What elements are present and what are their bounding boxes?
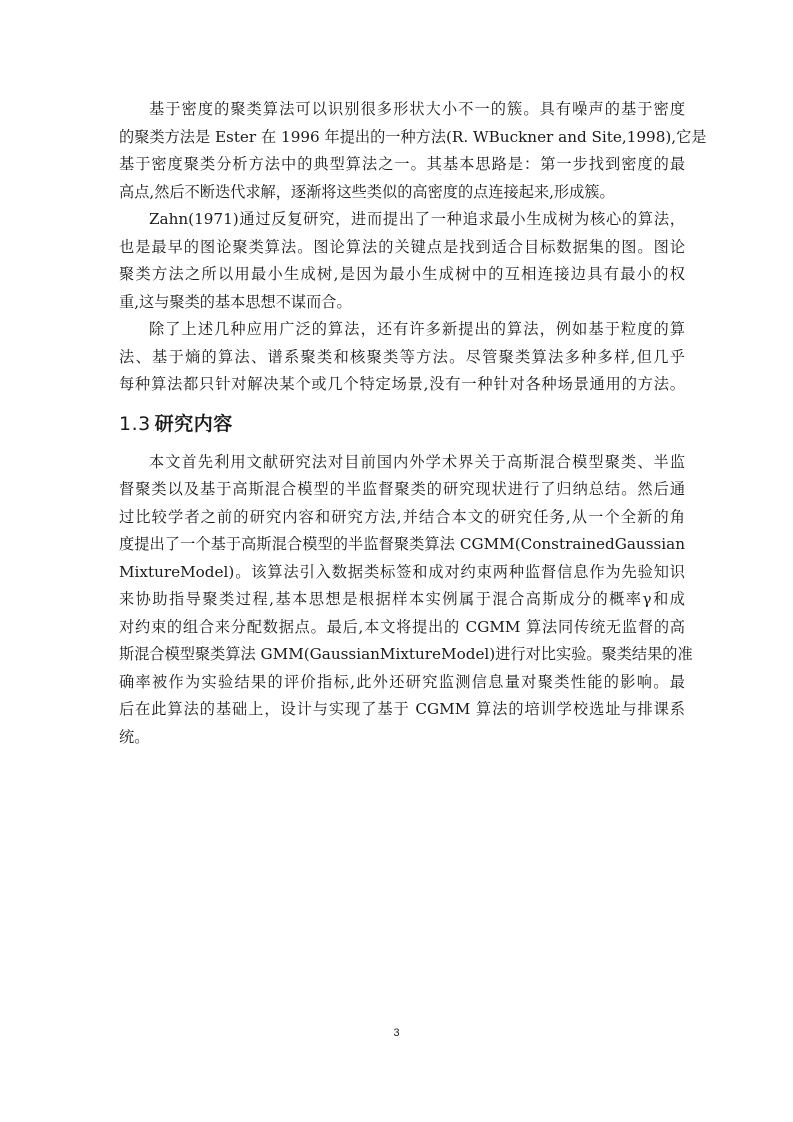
- page-content: [119, 96, 707, 751]
- text-line: 基于密度聚类分析方法中的典型算法之一。其基本思路是：第一步找到密度的最: [119, 155, 685, 173]
- text-line: 督聚类以及基于高斯混合模型的半监督聚类的研究现状进行了归纳总结。然后通: [119, 480, 685, 498]
- text-line: 重,这与聚类的基本思想不谋而合。: [119, 292, 352, 311]
- text-line: 确率被作为实验结果的评价指标,此外还研究监测信息量对聚类性能的影响。最: [119, 672, 685, 691]
- text-line: 高点,然后不断迭代求解，逐渐将这些类似的高密度的点连接起来,形成簇。: [119, 182, 615, 201]
- section-title: 研究内容: [154, 412, 233, 435]
- paragraph-graph-clustering: [119, 206, 685, 316]
- text-line: 本文首先利用文献研究法对目前国内外学术界关于高斯混合模型聚类、半监: [149, 452, 685, 471]
- paragraph-density-clustering: [119, 96, 707, 206]
- text-line: 法、基于熵的算法、谱系聚类和核聚类等方法。尽管聚类算法多种多样,但几乎: [119, 347, 685, 366]
- text-line: 后在此算法的基础上，设计与实现了基于 CGMM 算法的培训学校选址与排课系: [119, 700, 685, 718]
- text-line: 统。: [119, 727, 150, 746]
- text-line: 过比较学者之前的研究内容和研究方法,并结合本文的研究任务,从一个全新的角: [119, 507, 685, 526]
- text-line: MixtureModel)。该算法引入数据类标签和成对约束两种监督信息作为先验知识: [119, 562, 685, 581]
- paragraph-research-content: [119, 449, 693, 752]
- text-line: Zahn(1971)通过反复研究，进而提出了一种追求最小生成树为核心的算法，: [149, 210, 685, 228]
- text-line: 的聚类方法是 Ester 在 1996 年提出的一种方法(R. WBuckner and Site,1998),它是: [119, 127, 707, 146]
- paragraph-other-algorithms: [119, 316, 685, 399]
- text-line: 基于密度的聚类算法可以识别很多形状大小不一的簇。具有噪声的基于密度: [149, 100, 685, 118]
- page-number: 3: [393, 1027, 400, 1039]
- section-number: 1.3: [119, 412, 151, 435]
- text-line: 对约束的组合来分配数据点。最后,本文将提出的 CGMM 算法同传统无监督的高: [119, 617, 685, 636]
- text-line: 度提出了一个基于高斯混合模型的半监督聚类算法 CGMM(ConstrainedGaussian: [119, 535, 685, 553]
- text-line: 斯混合模型聚类算法 GMM(GaussianMixtureModel)进行对比实验。聚类结果的准: [119, 645, 693, 663]
- text-line: 聚类方法之所以用最小生成树,是因为最小生成树中的互相连接边具有最小的权: [119, 265, 685, 283]
- text-line: 除了上述几种应用广泛的算法，还有许多新提出的算法，例如基于粒度的算: [149, 320, 685, 338]
- text-line: 也是最早的图论聚类算法。图论算法的关键点是找到适合目标数据集的图。图论: [119, 237, 685, 256]
- section-heading: [119, 411, 685, 437]
- text-line: 来协助指导聚类过程,基本思想是根据样本实例属于混合高斯成分的概率γ和成: [119, 590, 685, 608]
- text-line: 每种算法都只针对解决某个或几个特定场景,没有一种针对各种场景通用的方法。: [119, 375, 685, 393]
